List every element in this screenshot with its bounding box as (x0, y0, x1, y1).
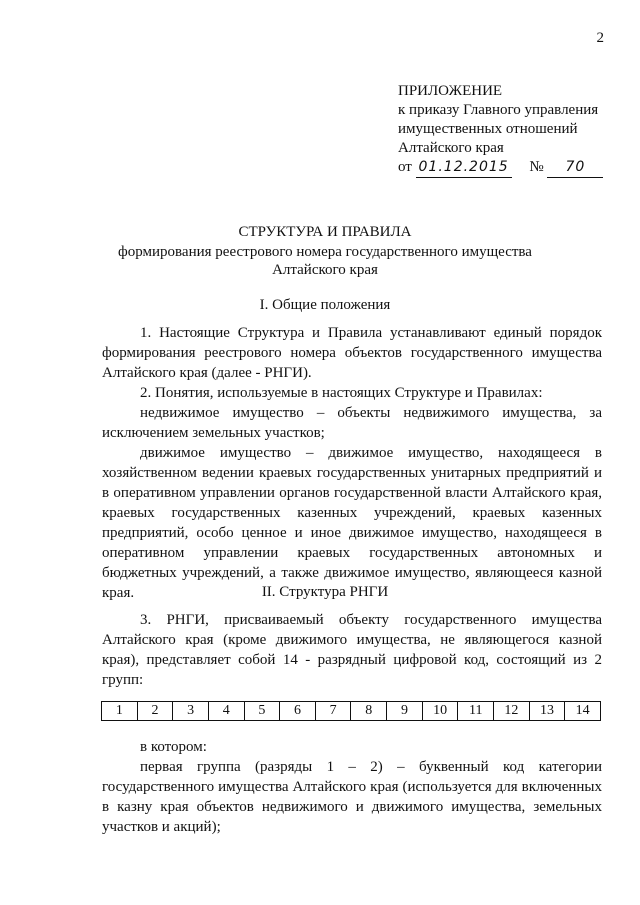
section-1-body (102, 323, 602, 603)
appendix-line-1: к приказу Главного управления (398, 102, 599, 118)
digit-cell: 14 (564, 702, 600, 720)
paragraph: движимое имущество – движимое имущество, находящееся в хозяйственном ведении краевых государственных унитарных предприятий и в оперативном управлении органов государственной власти Алтайского края, краевых государственных казенных учреждений, краевых казенных предприятий, особо ценное и иное движимое имущество, находящееся в оперативном управлении краевых государственных автономных и бюджетных учреждений, а также движимое имущество, являющееся казной края. (102, 445, 602, 601)
digit-cell: 12 (493, 702, 529, 720)
digit-cell: 8 (350, 702, 386, 720)
digit-cell: 10 (422, 702, 458, 720)
digit-cell: 11 (457, 702, 493, 720)
paragraph: 2. Понятия, используемые в настоящих Структуре и Правилах: (140, 385, 543, 401)
appendix-line-3: Алтайского края (398, 140, 504, 156)
paragraph: в котором: (140, 739, 207, 755)
code-digit-table (101, 701, 601, 721)
document-title: СТРУКТУРА И ПРАВИЛА (238, 224, 412, 240)
digit-cell: 7 (315, 702, 351, 720)
digit-cell: 2 (137, 702, 173, 720)
paragraph: 3. РНГИ, присваиваемый объекту государственного имущества Алтайского края (кроме движимого имущества, не являющегося казной края), представляет собой 14 - разрядный цифровой код, состоящий из 2 групп: (102, 612, 602, 688)
document-subtitle-2: Алтайского края (272, 262, 378, 278)
handwritten-date: 01.12.2015 (416, 158, 512, 178)
appendix-date-line (398, 158, 628, 178)
page-number: 2 (596, 30, 604, 46)
digit-cell: 13 (529, 702, 565, 720)
appendix-block (398, 82, 628, 178)
section-2-heading: II. Структура РНГИ (261, 584, 389, 600)
digit-cell: 3 (172, 702, 208, 720)
digit-cell: 1 (115, 703, 123, 718)
paragraph: недвижимое имущество – объекты недвижимого имущества, за исключением земельных участков; (102, 405, 602, 441)
digit-cell: 6 (279, 702, 315, 720)
handwritten-number: 70 (547, 158, 603, 178)
digit-cell: 9 (386, 702, 422, 720)
appendix-line-2: имущественных отношений (398, 121, 578, 137)
paragraph: первая группа (разряды 1 – 2) – буквенный код категории государственного имущества Алтайского края (используется для включенных в казну края объектов недвижимого и движимого имущества, земельных участков и акций); (102, 759, 602, 835)
appendix-title: ПРИЛОЖЕНИЕ (398, 83, 503, 99)
paragraph: 1. Настоящие Структура и Правила устанавливают единый порядок формирования реестрового номера объектов государственного имущества Алтайского края (далее - РНГИ). (102, 325, 602, 381)
section-2-continuation (102, 737, 602, 837)
number-label: № (529, 159, 544, 175)
digit-cell: 4 (208, 702, 244, 720)
digit-cell: 5 (244, 702, 280, 720)
section-1-heading: I. Общие положения (259, 297, 391, 313)
document-subtitle-1: формирования реестрового номера государственного имущества (118, 244, 532, 260)
from-label: от (398, 159, 412, 175)
section-2-paragraph-3 (102, 610, 602, 690)
